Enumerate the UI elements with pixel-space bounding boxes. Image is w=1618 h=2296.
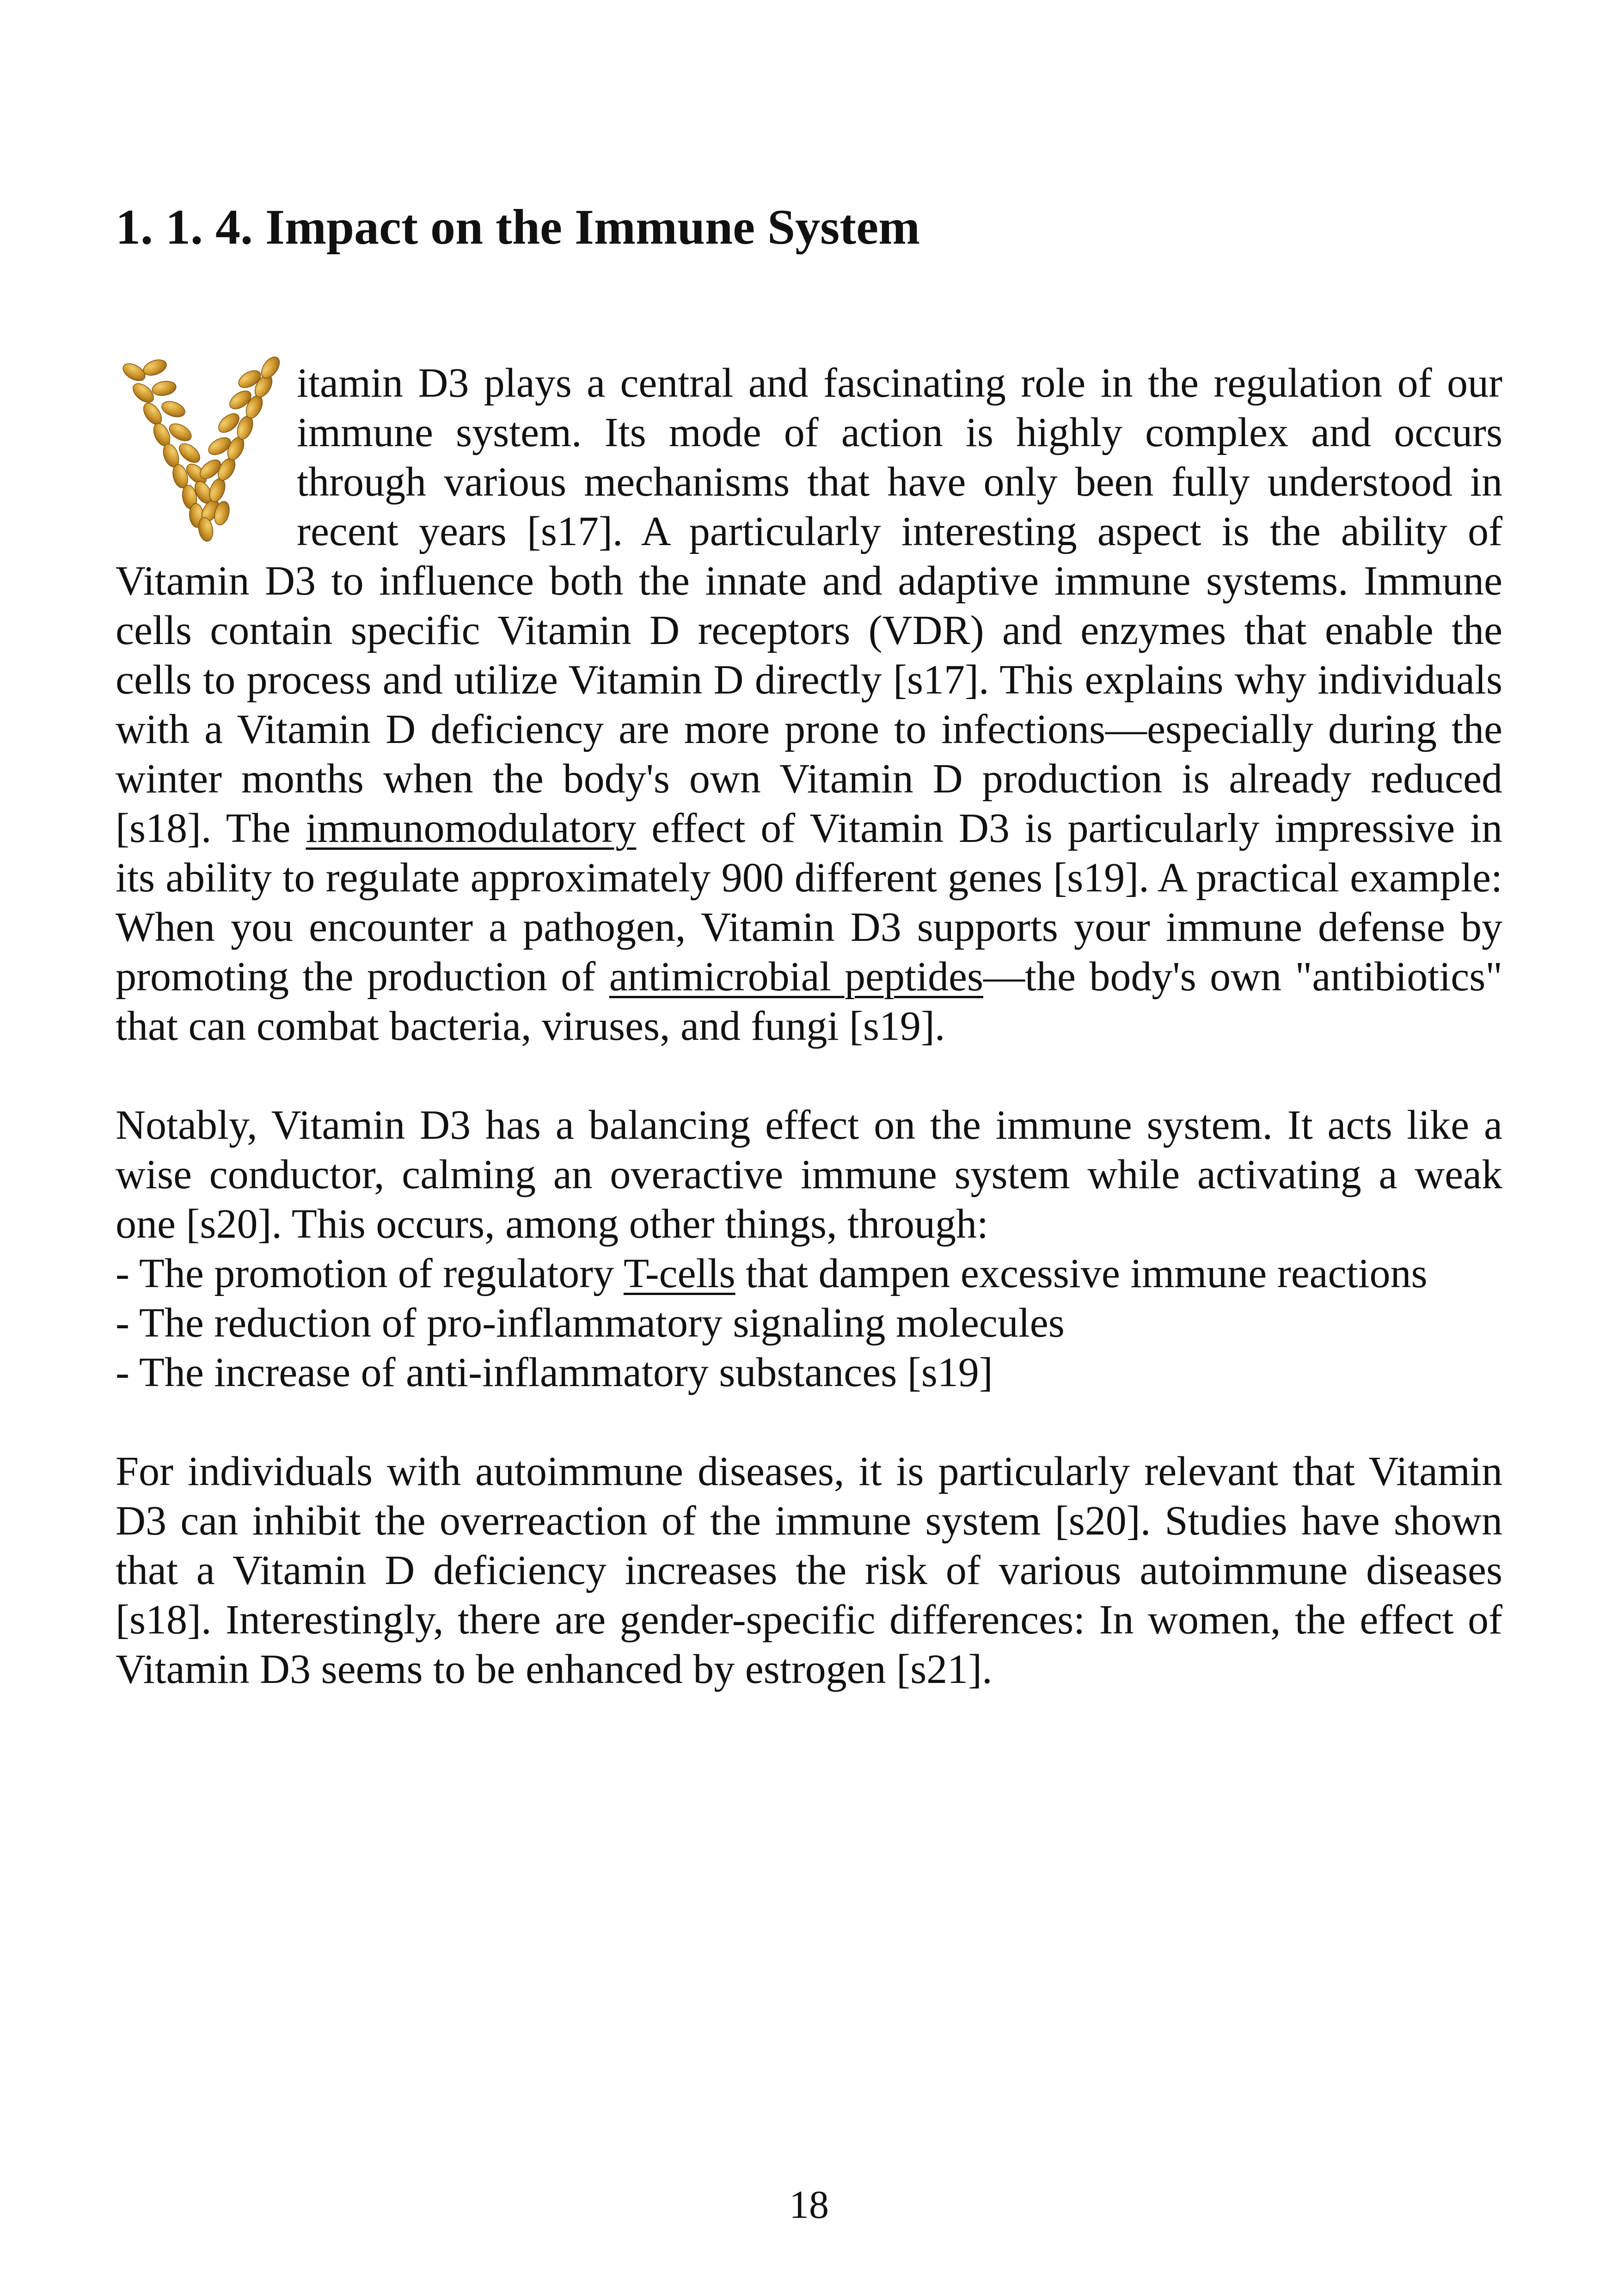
paragraph-1-tail: —the body's own "antibiotics" that can combat bacteria, viruses, and fungi [s19]. [116,954,1503,1049]
paragraph-3: For individuals with autoimmune diseases, it is particularly relevant that Vitamin D3 can inhibit the overreaction of the immune system [s20]. Studies have shown that a Vitamin D deficiency increases the risk of various autoimmune diseases [s18]. Interestingly, there are gender-specific differences: In women, the effect of Vitamin D3 seems to be enhanced by estrogen [s21]. [116,1449,1502,1692]
vitamin-capsule-icon [166,420,194,444]
paragraph-1 [116,358,1502,1051]
list-item-anti-inflammatory: - The increase of anti-inflammatory substances [s19] [116,1350,993,1395]
body-text [116,358,1502,1694]
vitamin-capsule-icon [176,440,203,466]
list-item-1-suffix: that dampen excessive immune reactions [735,1251,1428,1296]
section-heading: 1. 1. 4. Impact on the Immune System [116,200,920,255]
vitamin-capsule-icon [159,399,187,420]
term-immunomodulatory: immunomodulatory [306,805,637,851]
list-item-1-prefix: - The promotion of regulatory [116,1251,624,1296]
paragraph-1-lead: itamin D3 plays a central and fascinating role in the regulation of our immune system. Its mode of action is highly complex and occurs through various mechanisms that have only been fully understood in recent years [s17]. A particularly interesting aspect is the ability of Vitamin D3 to influence both the innate and adaptive immune systems. Immune cells contain specific Vitamin D receptors (VDR) and enzymes that enable the cells to process and utilize Vitamin D directly [s17]. This explains why individuals with a Vitamin D deficiency are more prone to infections—especially during the winter months when the body's own Vitamin D production is already reduced [s18]. The [116,360,1502,851]
page-number: 18 [789,2182,829,2227]
list-item-t-cells [116,1249,1502,1298]
list-item-pro-inflammatory: - The reduction of pro-inflammatory signaling molecules [116,1300,1065,1346]
paragraph-2-intro: Notably, Vitamin D3 has a balancing effect on the immune system. It acts like a wise conductor, calming an overactive immune system while activating a weak one [s20]. This occurs, among other things, through: [116,1102,1502,1247]
drop-cap-v-icon [116,354,288,543]
vitamin-capsule-icon [140,400,165,428]
term-antimicrobial-peptides: antimicrobial peptides [609,954,983,1000]
paragraph-1-middle: effect of Vitamin D3 is particularly impressive in its ability to regulate approximately 900 different genes [s19]. A practical example: When you encounter a pathogen, Vitamin D3 supports your immune defense by promoting the production of [116,805,1502,1000]
vitamin-capsules-letter-v-icon [116,354,288,543]
vitamin-capsule-icon [129,380,157,406]
term-t-cells: T-cells [623,1251,735,1296]
vitamin-capsule-icon [151,380,177,398]
